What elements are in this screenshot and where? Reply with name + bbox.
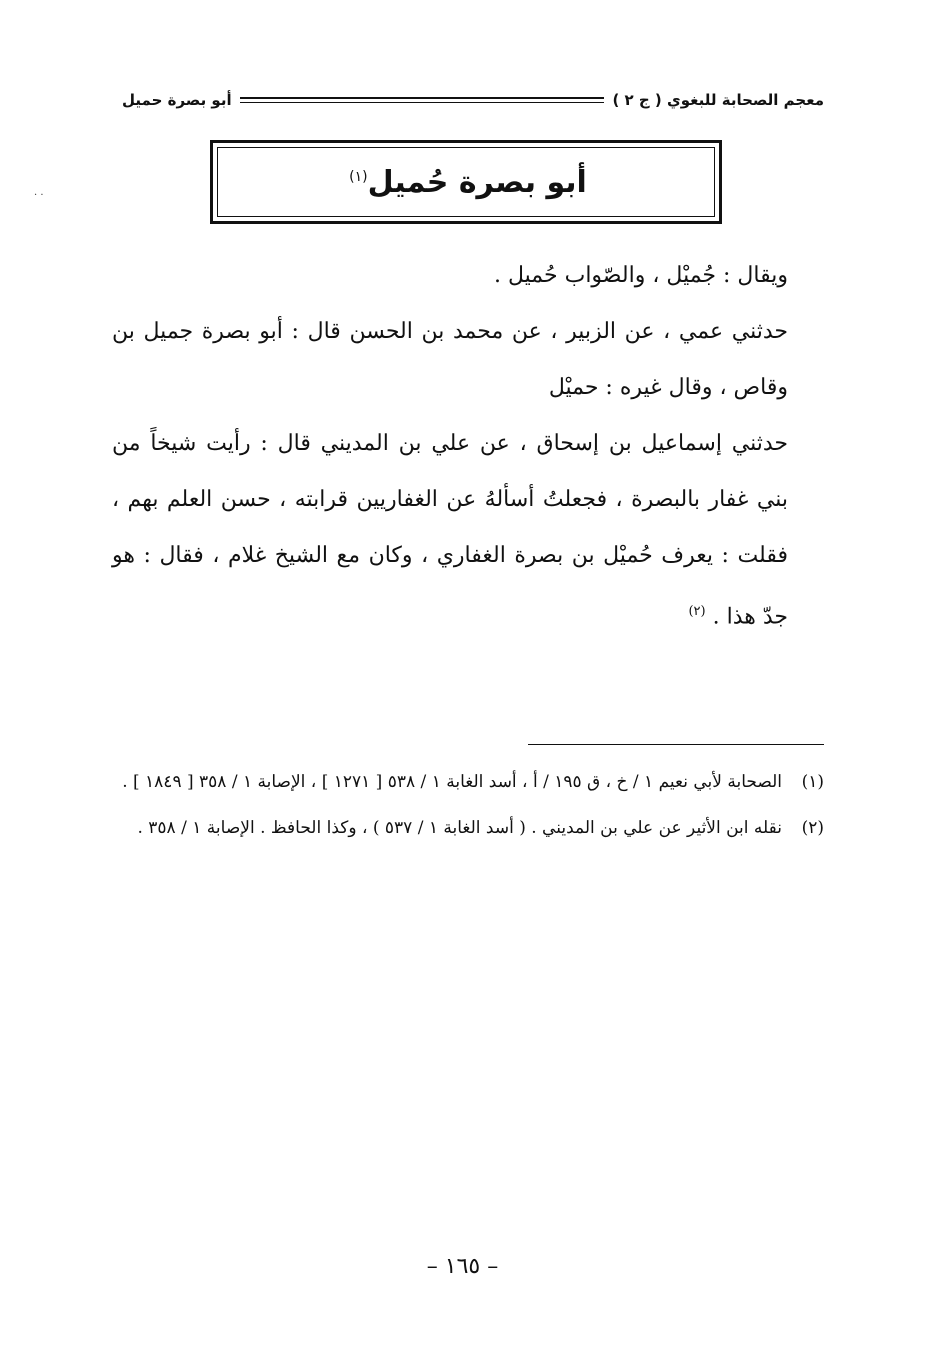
- header-rule: [240, 97, 605, 103]
- page-number: – ١٦٥ –: [426, 1254, 499, 1279]
- body-text: [112, 248, 824, 645]
- paragraph-3-text: حدثني إسماعيل بن إسحاق ، عن علي بن المديني قال : رأيت شيخاً من بني غفار بالبصرة ، فجعلتُ أسألهُ عن الغفاريين قرابته ، حسن العلم بهم ، فقلت : يعرف حُميْل بن بصرة الغفاري ، وكان مع الشيخ غلام ، فقال : هو جدّ هذا .: [112, 431, 788, 630]
- footnotes: [112, 762, 824, 854]
- paragraph-1: ويقال : جُميْل ، والصّواب حُميل .: [494, 263, 788, 288]
- paragraph-3: [112, 416, 824, 645]
- header-book-title: معجم الصحابة للبغوي ( ج ٢ ): [612, 91, 824, 109]
- running-header: [122, 88, 824, 112]
- entry-title-box: [210, 140, 722, 224]
- footnote-1-text: الصحابة لأبي نعيم ١ / خ ، ق ١٩٥ / أ ، أسد الغابة ١ / ٥٣٨ [ ١٢٧١ ] ، الإصابة ١ / ٣٥٨ [ ١٨٤٩ ] .: [122, 772, 782, 792]
- footnote-2-number: (٢): [801, 818, 824, 838]
- margin-mark: · ·: [34, 190, 44, 201]
- title-footnote-ref: (١): [349, 168, 368, 185]
- footnote-1-number: (١): [801, 772, 824, 792]
- footnote-2-text: نقله ابن الأثير عن علي بن المديني . ( أسد الغابة ١ / ٥٣٧ ) ، وكذا الحافظ . الإصابة ١ / ٣٥٨ .: [137, 818, 782, 838]
- footnote-1: [112, 762, 824, 802]
- paragraph-2: حدثني عمي ، عن الزبير ، عن محمد بن الحسن قال : أبو بصرة جميل بن وقاص ، وقال غيره : حميْل: [112, 319, 788, 400]
- footnote-2: [112, 808, 824, 848]
- entry-title-text: أبو بصرة حُميل: [367, 164, 587, 200]
- paragraph-3-footnote-ref: (٢): [688, 604, 706, 619]
- entry-title: [345, 165, 587, 200]
- footnote-separator: [528, 744, 824, 745]
- header-entry-title: أبو بصرة حميل: [122, 91, 232, 109]
